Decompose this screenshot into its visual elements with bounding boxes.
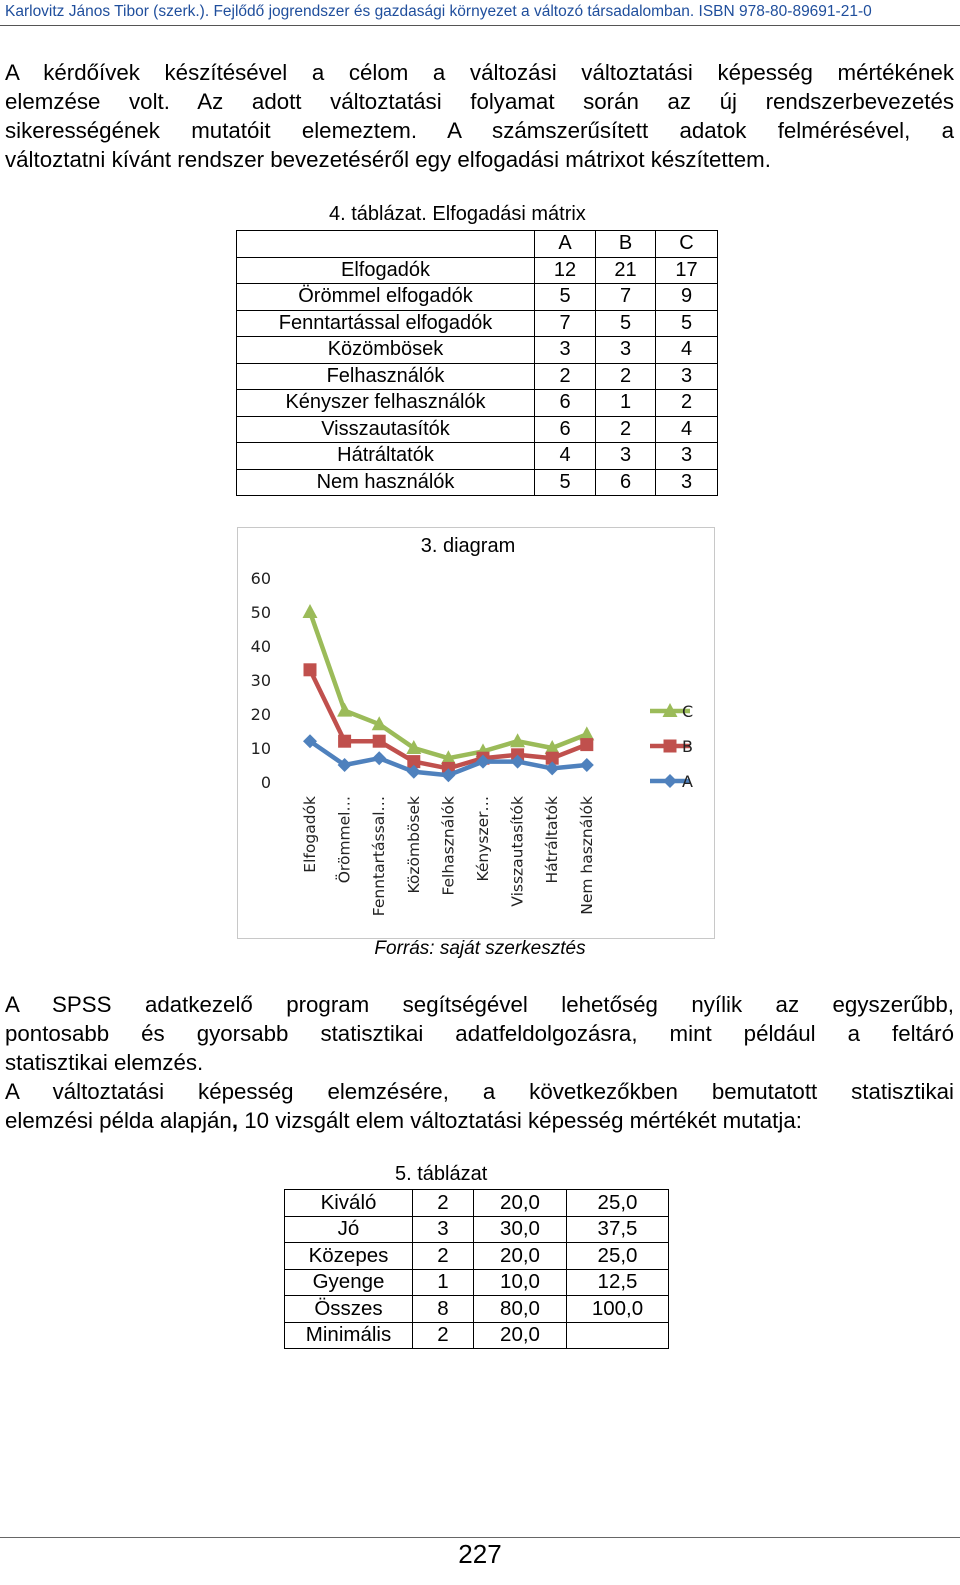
t4-row: [237, 469, 718, 496]
t4-cell: 5: [656, 310, 718, 337]
t5-cell: Kiváló: [285, 1190, 413, 1217]
running-header: Karlovitz János Tibor (szerk.). Fejlődő jogrendszer és gazdasági környezet a változó társadalomban. ISBN 978-80-89691-21-0: [5, 3, 872, 20]
t5-cell: 10,0: [474, 1269, 567, 1296]
intro-line: A kérdőívek készítésével a célom a változási változtatási képesség mértékének: [5, 60, 954, 85]
t5-cell: [567, 1322, 669, 1349]
para-text: 10 vizsgált elem változtatási képesség mértékét mutatja:: [238, 1108, 802, 1133]
y-tick-label: 30: [250, 671, 271, 690]
data-point-A: [372, 751, 386, 765]
x-category-label: Felhasználók: [439, 796, 458, 896]
t4-cell: 4: [535, 443, 596, 470]
x-category-label: Elfogadók: [301, 796, 319, 873]
para-line: A változtatási képesség elemzésére, a következőkben bemutatott statisztikai: [5, 1079, 954, 1104]
data-point-B: [304, 663, 317, 676]
t4-header-cell: B: [596, 231, 656, 258]
x-category-label: Fenntartással…: [370, 796, 389, 917]
t4-cell: 7: [535, 310, 596, 337]
spss-paragraph: [5, 990, 954, 1077]
x-category-label: Visszautasítók: [508, 796, 527, 907]
t5-cell: 25,0: [567, 1243, 669, 1270]
table4-caption: 4. táblázat. Elfogadási mátrix: [329, 203, 586, 225]
series-line-C: [310, 612, 587, 758]
legend-marker-A: [663, 774, 677, 788]
t4-cell: 9: [656, 284, 718, 311]
t4-row: [237, 443, 718, 470]
data-point-B: [338, 735, 351, 748]
t4-cell: Közömbösek: [237, 337, 535, 364]
t4-cell: 3: [656, 469, 718, 496]
t4-cell: 12: [535, 257, 596, 284]
t4-cell: Nem használók: [237, 469, 535, 496]
t4-cell: 4: [656, 416, 718, 443]
acceptance-matrix-table: [236, 230, 718, 496]
t4-cell: 6: [596, 469, 656, 496]
x-category-label: Örömmel…: [335, 796, 354, 884]
intro-line: sikerességének mutatóit elemeztem. A számszerűsített adatok felmérésével, a: [5, 118, 954, 143]
t4-cell: 6: [535, 416, 596, 443]
legend-label: A: [682, 772, 693, 791]
chart-title: 3. diagram: [420, 535, 516, 557]
t5-cell: Összes: [285, 1296, 413, 1323]
t5-row: [285, 1296, 669, 1323]
header-rule: [0, 25, 960, 26]
t4-cell: 5: [535, 284, 596, 311]
t4-cell: 1: [596, 390, 656, 417]
footer-rule: [0, 1537, 960, 1538]
t4-cell: 7: [596, 284, 656, 311]
t5-row: [285, 1269, 669, 1296]
para-line: statisztikai elemzés.: [5, 1050, 204, 1075]
t4-row: [237, 363, 718, 390]
t4-cell: Örömmel elfogadók: [237, 284, 535, 311]
para-line: [5, 1106, 954, 1135]
x-category-label: Közömbösek: [404, 796, 423, 894]
t4-row: [237, 257, 718, 284]
t5-row: [285, 1190, 669, 1217]
t4-cell: Visszautasítók: [237, 416, 535, 443]
y-tick-label: 40: [250, 637, 271, 656]
t5-cell: 20,0: [474, 1322, 567, 1349]
t4-cell: Fenntartással elfogadók: [237, 310, 535, 337]
x-category-label: Hátráltatók: [543, 796, 562, 884]
data-point-B: [373, 735, 386, 748]
page-number: 227: [458, 1539, 502, 1569]
t5-cell: 20,0: [474, 1243, 567, 1270]
t5-cell: 2: [413, 1190, 474, 1217]
t4-row: [237, 337, 718, 364]
t4-row: [237, 416, 718, 443]
t4-cell: 3: [656, 443, 718, 470]
t5-cell: Jó: [285, 1216, 413, 1243]
t4-cell: 3: [535, 337, 596, 364]
t5-cell: 25,0: [567, 1190, 669, 1217]
y-tick-label: 20: [250, 705, 271, 724]
x-category-label: Nem használók: [577, 796, 596, 915]
y-tick-label: 0: [260, 773, 271, 792]
intro-line: elemzése volt. Az adott változtatási folyamat során az új rendszerbevezetés: [5, 89, 954, 114]
t5-cell: 12,5: [567, 1269, 669, 1296]
t5-row: [285, 1216, 669, 1243]
t4-cell: Kényszer felhasználók: [237, 390, 535, 417]
source-note: Forrás: saját szerkesztés: [374, 938, 586, 959]
t4-header-cell: A: [535, 231, 596, 258]
t4-cell: 17: [656, 257, 718, 284]
intro-line: változtatni kívánt rendszer bevezetéséről egy elfogadási mátrixot készítettem.: [5, 147, 771, 172]
t5-cell: 8: [413, 1296, 474, 1323]
t4-cell: 3: [596, 443, 656, 470]
table5-caption: 5. táblázat: [395, 1163, 488, 1185]
legend-marker-B: [664, 740, 677, 753]
t4-cell: 2: [596, 416, 656, 443]
data-point-C: [303, 604, 318, 618]
t4-cell: 21: [596, 257, 656, 284]
para-line: A SPSS adatkezelő program segítségével lehetőség nyílik az egyszerűbb,: [5, 992, 954, 1017]
t5-cell: 3: [413, 1216, 474, 1243]
t4-row: [237, 284, 718, 311]
data-point-B: [580, 738, 593, 751]
t4-cell: 5: [535, 469, 596, 496]
analysis-paragraph: [5, 1077, 954, 1135]
t5-cell: Minimális: [285, 1322, 413, 1349]
intro-paragraph: [5, 58, 954, 174]
t5-cell: Gyenge: [285, 1269, 413, 1296]
t4-cell: 2: [535, 363, 596, 390]
para-text: elemzési példa alapján: [5, 1108, 232, 1133]
t4-cell: 3: [656, 363, 718, 390]
y-tick-label: 60: [250, 569, 271, 588]
t4-header-cell: C: [656, 231, 718, 258]
t5-row: [285, 1322, 669, 1349]
t4-row: [237, 390, 718, 417]
t4-cell: Elfogadók: [237, 257, 535, 284]
t4-cell: 6: [535, 390, 596, 417]
t5-cell: 1: [413, 1269, 474, 1296]
t5-row: [285, 1243, 669, 1270]
t5-cell: 2: [413, 1322, 474, 1349]
t5-cell: Közepes: [285, 1243, 413, 1270]
legend-label: C: [682, 702, 694, 721]
t4-header-row: [237, 231, 718, 258]
t5-cell: 80,0: [474, 1296, 567, 1323]
chart-frame: [237, 527, 715, 939]
t4-cell: 2: [596, 363, 656, 390]
t5-cell: 100,0: [567, 1296, 669, 1323]
y-tick-label: 50: [250, 603, 271, 622]
para-bold-comma: ,: [231, 1108, 239, 1133]
line-chart: [238, 528, 714, 938]
t4-cell: 3: [596, 337, 656, 364]
t4-header-cell: [237, 231, 535, 258]
t4-cell: 2: [656, 390, 718, 417]
t5-cell: 37,5: [567, 1216, 669, 1243]
t4-cell: 5: [596, 310, 656, 337]
t4-cell: Hátráltatók: [237, 443, 535, 470]
legend-label: B: [682, 737, 693, 756]
t4-cell: 4: [656, 337, 718, 364]
t4-cell: Felhasználók: [237, 363, 535, 390]
data-point-A: [580, 758, 594, 772]
y-tick-label: 10: [250, 739, 271, 758]
data-point-C: [337, 703, 352, 717]
t5-cell: 30,0: [474, 1216, 567, 1243]
capability-table: [284, 1189, 669, 1349]
para-line: pontosabb és gyorsabb statisztikai adatfeldolgozásra, mint például a feltáró: [5, 1021, 954, 1046]
t4-row: [237, 310, 718, 337]
x-category-label: Kényszer…: [474, 796, 492, 882]
t5-cell: 20,0: [474, 1190, 567, 1217]
t5-cell: 2: [413, 1243, 474, 1270]
